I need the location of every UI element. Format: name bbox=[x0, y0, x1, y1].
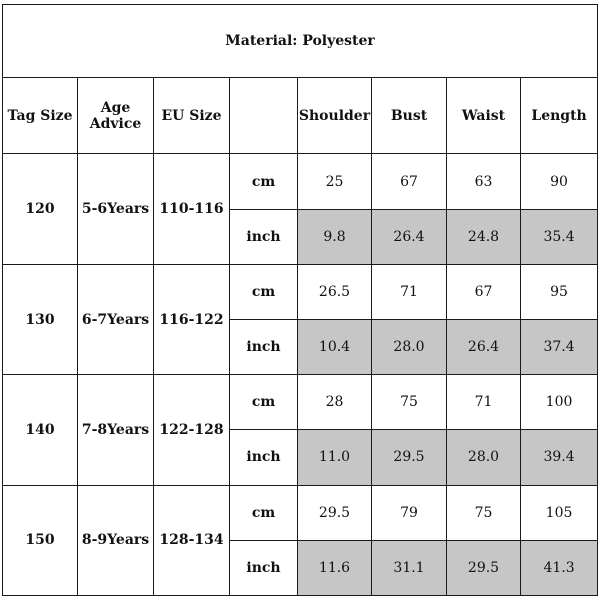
waist-cm-cell: 75 bbox=[447, 485, 521, 540]
length-cm-cell: 95 bbox=[521, 264, 598, 319]
length-inch-cell: 41.3 bbox=[521, 540, 598, 595]
age-advice-cell: 6-7Years bbox=[78, 264, 154, 374]
unit-cell-inch: inch bbox=[230, 540, 298, 595]
age-advice-cell: 8-9Years bbox=[78, 485, 154, 595]
length-inch-cell: 37.4 bbox=[521, 320, 598, 375]
shoulder-cm-cell: 26.5 bbox=[298, 264, 372, 319]
bust-inch-cell: 31.1 bbox=[372, 540, 447, 595]
size-chart-table bbox=[2, 4, 598, 596]
bust-inch-cell: 26.4 bbox=[372, 209, 447, 264]
waist-cm-cell: 67 bbox=[447, 264, 521, 319]
waist-inch-cell: 26.4 bbox=[447, 320, 521, 375]
length-inch-cell: 35.4 bbox=[521, 209, 598, 264]
header-age-advice: Age Advice bbox=[78, 78, 154, 154]
tag-size-cell: 140 bbox=[3, 375, 78, 485]
age-advice-cell: 7-8Years bbox=[78, 375, 154, 485]
size-chart-sheet bbox=[2, 4, 597, 596]
shoulder-inch-cell: 10.4 bbox=[298, 320, 372, 375]
title-row bbox=[3, 5, 598, 78]
bust-cm-cell: 79 bbox=[372, 485, 447, 540]
length-inch-cell: 39.4 bbox=[521, 430, 598, 485]
eu-size-cell: 110-116 bbox=[154, 154, 230, 264]
shoulder-cm-cell: 28 bbox=[298, 375, 372, 430]
waist-cm-cell: 71 bbox=[447, 375, 521, 430]
length-cm-cell: 90 bbox=[521, 154, 598, 209]
eu-size-cell: 122-128 bbox=[154, 375, 230, 485]
unit-cell-inch: inch bbox=[230, 209, 298, 264]
shoulder-inch-cell: 9.8 bbox=[298, 209, 372, 264]
unit-cell-cm: cm bbox=[230, 375, 298, 430]
unit-cell-inch: inch bbox=[230, 320, 298, 375]
header-row bbox=[3, 78, 598, 154]
table-row bbox=[3, 154, 598, 209]
unit-cell-cm: cm bbox=[230, 154, 298, 209]
header-eu-size: EU Size bbox=[154, 78, 230, 154]
header-length: Length bbox=[521, 78, 598, 154]
table-row bbox=[3, 375, 598, 430]
tag-size-cell: 120 bbox=[3, 154, 78, 264]
bust-cm-cell: 75 bbox=[372, 375, 447, 430]
eu-size-cell: 128-134 bbox=[154, 485, 230, 595]
waist-inch-cell: 24.8 bbox=[447, 209, 521, 264]
waist-inch-cell: 29.5 bbox=[447, 540, 521, 595]
age-advice-cell: 5-6Years bbox=[78, 154, 154, 264]
tag-size-cell: 130 bbox=[3, 264, 78, 374]
shoulder-cm-cell: 25 bbox=[298, 154, 372, 209]
shoulder-inch-cell: 11.6 bbox=[298, 540, 372, 595]
table-title: Material: Polyester bbox=[3, 5, 598, 78]
header-waist: Waist bbox=[447, 78, 521, 154]
shoulder-inch-cell: 11.0 bbox=[298, 430, 372, 485]
header-bust: Bust bbox=[372, 78, 447, 154]
unit-cell-cm: cm bbox=[230, 264, 298, 319]
table-row bbox=[3, 264, 598, 319]
header-tag-size: Tag Size bbox=[3, 78, 78, 154]
bust-cm-cell: 67 bbox=[372, 154, 447, 209]
bust-inch-cell: 28.0 bbox=[372, 320, 447, 375]
bust-inch-cell: 29.5 bbox=[372, 430, 447, 485]
table-row bbox=[3, 485, 598, 540]
shoulder-cm-cell: 29.5 bbox=[298, 485, 372, 540]
header-shoulder: Shoulder bbox=[298, 78, 372, 154]
eu-size-cell: 116-122 bbox=[154, 264, 230, 374]
tag-size-cell: 150 bbox=[3, 485, 78, 595]
length-cm-cell: 105 bbox=[521, 485, 598, 540]
header-unit bbox=[230, 78, 298, 154]
bust-cm-cell: 71 bbox=[372, 264, 447, 319]
length-cm-cell: 100 bbox=[521, 375, 598, 430]
unit-cell-inch: inch bbox=[230, 430, 298, 485]
waist-cm-cell: 63 bbox=[447, 154, 521, 209]
waist-inch-cell: 28.0 bbox=[447, 430, 521, 485]
unit-cell-cm: cm bbox=[230, 485, 298, 540]
